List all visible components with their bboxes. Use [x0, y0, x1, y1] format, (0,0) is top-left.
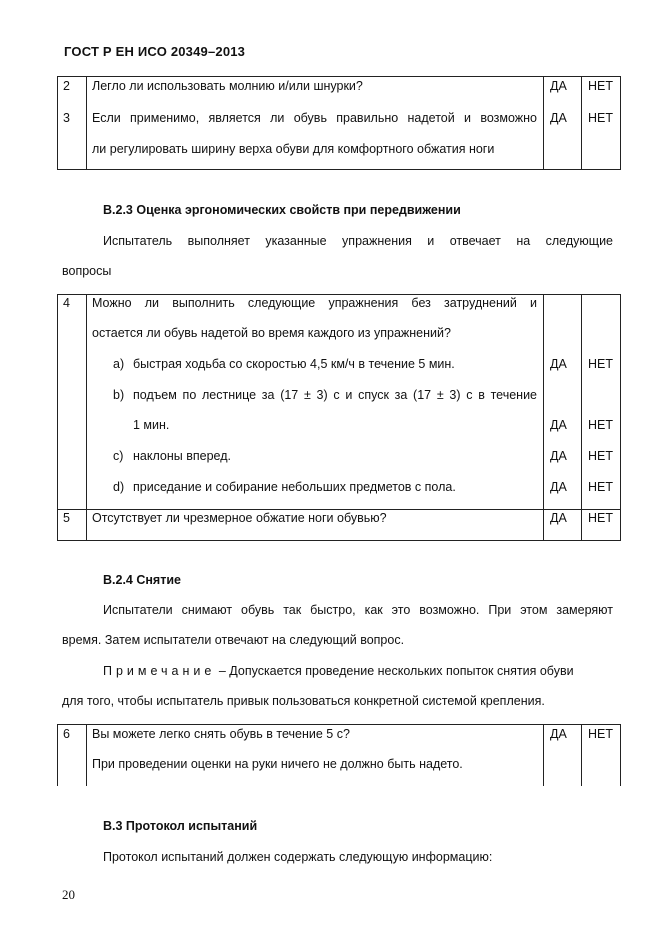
- no-answer: НЕТ: [588, 480, 613, 494]
- table-border: [57, 76, 58, 170]
- table-border: [57, 509, 621, 510]
- question-text: Если применимо, является ли обувь правильно надетой и возможно: [92, 111, 537, 125]
- list-item-text: подъем по лестнице за (17 ± 3) с и спуск за (17 ± 3) с в течение: [133, 388, 537, 402]
- no-answer: НЕТ: [588, 79, 613, 93]
- table-border: [543, 294, 544, 541]
- question-text: ли регулировать ширину верха обуви для комфортного обжатия ноги: [92, 142, 495, 156]
- question-text: Вы можете легко снять обувь в течение 5 с?: [92, 727, 350, 741]
- table-border: [543, 724, 544, 786]
- table-border: [620, 76, 621, 170]
- paragraph: Протокол испытаний должен содержать следующую информацию:: [103, 850, 493, 864]
- note-text: – Допускается проведение нескольких попыток снятия обуви: [215, 664, 574, 678]
- no-answer: НЕТ: [588, 511, 613, 525]
- paragraph: Испытатели снимают обувь так быстро, как это возможно. При этом замеряют: [103, 603, 613, 617]
- no-answer: НЕТ: [588, 727, 613, 741]
- no-answer: НЕТ: [588, 418, 613, 432]
- yes-answer: ДА: [550, 480, 567, 494]
- row-number: 3: [63, 111, 70, 125]
- table-border: [543, 76, 544, 170]
- yes-answer: ДА: [550, 449, 567, 463]
- table-border: [86, 76, 87, 170]
- yes-answer: ДА: [550, 418, 567, 432]
- table-border: [57, 294, 621, 295]
- table-border: [57, 76, 621, 77]
- note-text: для того, чтобы испытатель привык пользоваться конкретной системой крепления.: [62, 694, 545, 708]
- yes-answer: ДА: [550, 111, 567, 125]
- table-border: [620, 724, 621, 786]
- note: [103, 664, 613, 678]
- table-border: [57, 724, 58, 786]
- table-border: [57, 540, 621, 541]
- table-border: [86, 294, 87, 541]
- list-item-text: 1 мин.: [133, 418, 170, 432]
- row-number: 5: [63, 511, 70, 525]
- table-border: [57, 724, 621, 725]
- question-note: При проведении оценки на руки ничего не должно быть надето.: [92, 757, 463, 771]
- paragraph: вопросы: [62, 264, 112, 278]
- row-number: 4: [63, 296, 70, 310]
- section-heading: В.2.4 Снятие: [103, 573, 181, 587]
- no-answer: НЕТ: [588, 111, 613, 125]
- page-number: 20: [62, 887, 75, 902]
- list-item-text: приседание и собирание небольших предметов с пола.: [133, 480, 456, 494]
- list-item-text: быстрая ходьба со скоростью 4,5 км/ч в течение 5 мин.: [133, 357, 455, 371]
- yes-answer: ДА: [550, 79, 567, 93]
- table-border: [581, 724, 582, 786]
- table-border: [581, 76, 582, 170]
- table-border: [57, 294, 58, 541]
- paragraph: Испытатель выполняет указанные упражнения и отвечает на следующие: [103, 234, 613, 248]
- note-label: Примечание: [103, 664, 216, 678]
- section-heading: В.2.3 Оценка эргономических свойств при передвижении: [103, 203, 461, 217]
- row-number: 6: [63, 727, 70, 741]
- table-border: [86, 724, 87, 786]
- list-marker: d): [113, 480, 125, 494]
- yes-answer: ДА: [550, 727, 567, 741]
- list-marker: a): [113, 357, 125, 371]
- yes-answer: ДА: [550, 511, 567, 525]
- paragraph: время. Затем испытатели отвечают на следующий вопрос.: [62, 633, 405, 647]
- question-text: остается ли обувь надетой во время каждого из упражнений?: [92, 326, 451, 340]
- question-text: Легло ли использовать молнию и/или шнурки?: [92, 79, 363, 93]
- table-border: [620, 294, 621, 541]
- table-border: [581, 294, 582, 541]
- yes-answer: ДА: [550, 357, 567, 371]
- document-header: ГОСТ Р ЕН ИСО 20349–2013: [64, 44, 246, 59]
- no-answer: НЕТ: [588, 449, 613, 463]
- no-answer: НЕТ: [588, 357, 613, 371]
- list-marker: c): [113, 449, 124, 463]
- list-marker: b): [113, 388, 125, 402]
- section-heading: В.3 Протокол испытаний: [103, 819, 258, 833]
- row-number: 2: [63, 79, 70, 93]
- table-border: [57, 169, 621, 170]
- question-text: Можно ли выполнить следующие упражнения без затруднений и: [92, 296, 537, 310]
- list-item-text: наклоны вперед.: [133, 449, 231, 463]
- question-text: Отсутствует ли чрезмерное обжатие ноги обувью?: [92, 511, 387, 525]
